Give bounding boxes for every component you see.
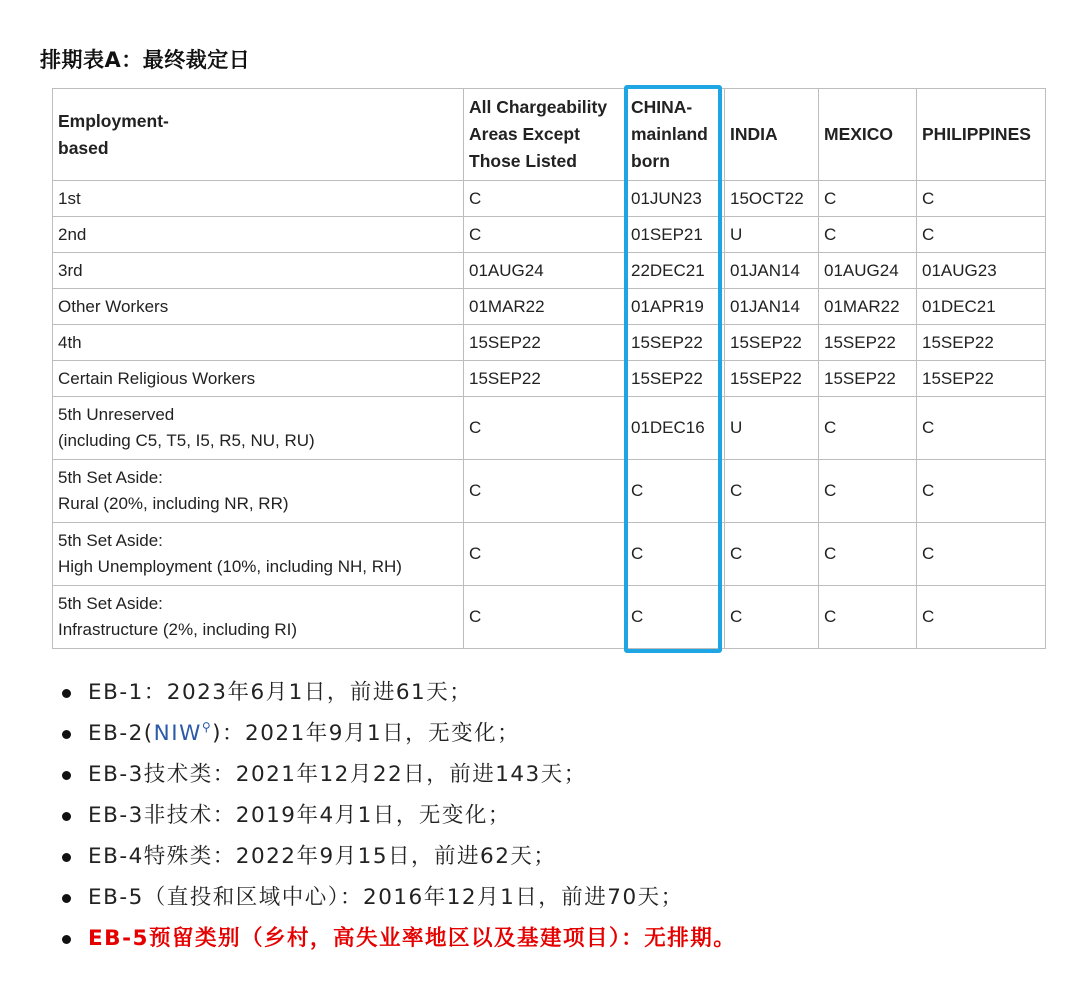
- list-item-text: EB-5（直投和区域中心）：2016年12月1日，前进70天；: [88, 885, 684, 910]
- cell-china: 01DEC16: [626, 397, 725, 460]
- cell-india: 15OCT22: [725, 181, 819, 217]
- search-icon[interactable]: ⚲: [201, 720, 213, 734]
- table-row: [53, 460, 1046, 523]
- cell-china: 01SEP21: [626, 217, 725, 253]
- table-row: [53, 361, 1046, 397]
- header-philippines: PHILIPPINES: [917, 89, 1046, 181]
- cell-india: C: [725, 586, 819, 649]
- table-row: [53, 181, 1046, 217]
- cell-china: C: [626, 460, 725, 523]
- page-title: 排期表A：最终裁定日: [40, 48, 251, 72]
- cell-category: 1st: [53, 181, 464, 217]
- list-item: [60, 713, 1060, 754]
- table-row: [53, 217, 1046, 253]
- cell-china: C: [626, 523, 725, 586]
- list-item-text: EB-1：2023年6月1日，前进61天；: [88, 680, 473, 705]
- cell-china: 15SEP22: [626, 325, 725, 361]
- visa-bulletin-table-wrapper: [52, 88, 1045, 649]
- table-row: [53, 523, 1046, 586]
- cell-category: 5th Set Aside: Rural (20%, including NR, RR): [53, 460, 464, 523]
- cell-india: C: [725, 523, 819, 586]
- cell-mexico: 15SEP22: [819, 325, 917, 361]
- cell-mexico: C: [819, 460, 917, 523]
- table-row: [53, 325, 1046, 361]
- cell-all-chargeability: 01MAR22: [464, 289, 626, 325]
- cell-china: 01JUN23: [626, 181, 725, 217]
- header-employment-based: Employment- based: [53, 89, 464, 181]
- cell-all-chargeability: C: [464, 586, 626, 649]
- cell-category: 2nd: [53, 217, 464, 253]
- cell-mexico: C: [819, 586, 917, 649]
- cell-category: 3rd: [53, 253, 464, 289]
- list-item: [60, 918, 1060, 959]
- visa-bulletin-table: [52, 88, 1046, 649]
- cell-all-chargeability: C: [464, 181, 626, 217]
- cell-philippines: 01DEC21: [917, 289, 1046, 325]
- list-item: [60, 877, 1060, 918]
- niw-link[interactable]: NIW: [153, 721, 202, 746]
- cell-category: 5th Unreserved (including C5, T5, I5, R5, NU, RU): [53, 397, 464, 460]
- cell-all-chargeability: C: [464, 523, 626, 586]
- table-row: [53, 397, 1046, 460]
- header-mexico: MEXICO: [819, 89, 917, 181]
- cell-philippines: C: [917, 397, 1046, 460]
- cell-china: 01APR19: [626, 289, 725, 325]
- cell-category: 5th Set Aside: High Unemployment (10%, including NH, RH): [53, 523, 464, 586]
- cell-mexico: C: [819, 523, 917, 586]
- cell-mexico: C: [819, 217, 917, 253]
- cell-china: 15SEP22: [626, 361, 725, 397]
- cell-india: 01JAN14: [725, 289, 819, 325]
- cell-category: Other Workers: [53, 289, 464, 325]
- list-item-text: )：2021年9月1日，无变化；: [212, 721, 521, 746]
- cell-philippines: C: [917, 523, 1046, 586]
- cell-mexico: 15SEP22: [819, 361, 917, 397]
- cell-category: 4th: [53, 325, 464, 361]
- cell-all-chargeability: 15SEP22: [464, 361, 626, 397]
- cell-india: U: [725, 217, 819, 253]
- list-item-text: EB-5预留类别（乡村，高失业率地区以及基建项目）：无排期。: [88, 926, 737, 951]
- cell-category: Certain Religious Workers: [53, 361, 464, 397]
- list-item-text: EB-4特殊类：2022年9月15日，前进62天；: [88, 844, 557, 869]
- cell-philippines: C: [917, 217, 1046, 253]
- cell-mexico: 01AUG24: [819, 253, 917, 289]
- cell-india: 01JAN14: [725, 253, 819, 289]
- list-item: [60, 795, 1060, 836]
- cell-all-chargeability: C: [464, 217, 626, 253]
- list-item: [60, 754, 1060, 795]
- summary-list: [60, 672, 1060, 959]
- list-item: [60, 836, 1060, 877]
- cell-mexico: C: [819, 397, 917, 460]
- list-item-text: EB-2(: [88, 721, 154, 746]
- cell-category: 5th Set Aside: Infrastructure (2%, including RI): [53, 586, 464, 649]
- cell-philippines: 15SEP22: [917, 325, 1046, 361]
- cell-china: C: [626, 586, 725, 649]
- cell-all-chargeability: 15SEP22: [464, 325, 626, 361]
- cell-philippines: C: [917, 460, 1046, 523]
- table-header-row: [53, 89, 1046, 181]
- cell-philippines: C: [917, 181, 1046, 217]
- cell-india: U: [725, 397, 819, 460]
- cell-mexico: C: [819, 181, 917, 217]
- cell-philippines: 01AUG23: [917, 253, 1046, 289]
- cell-all-chargeability: 01AUG24: [464, 253, 626, 289]
- table-row: [53, 253, 1046, 289]
- cell-india: C: [725, 460, 819, 523]
- cell-philippines: 15SEP22: [917, 361, 1046, 397]
- cell-china: 22DEC21: [626, 253, 725, 289]
- cell-mexico: 01MAR22: [819, 289, 917, 325]
- cell-all-chargeability: C: [464, 397, 626, 460]
- list-item: [60, 672, 1060, 713]
- list-item-text: EB-3非技术：2019年4月1日，无变化；: [88, 803, 511, 828]
- table-row: [53, 289, 1046, 325]
- cell-india: 15SEP22: [725, 325, 819, 361]
- header-china: CHINA-mainland born: [626, 89, 725, 181]
- header-all-chargeability: All Chargeability Areas Except Those Listed: [464, 89, 626, 181]
- cell-philippines: C: [917, 586, 1046, 649]
- cell-india: 15SEP22: [725, 361, 819, 397]
- list-item-text: EB-3技术类：2021年12月22日，前进143天；: [88, 762, 587, 787]
- table-row: [53, 586, 1046, 649]
- cell-all-chargeability: C: [464, 460, 626, 523]
- header-india: INDIA: [725, 89, 819, 181]
